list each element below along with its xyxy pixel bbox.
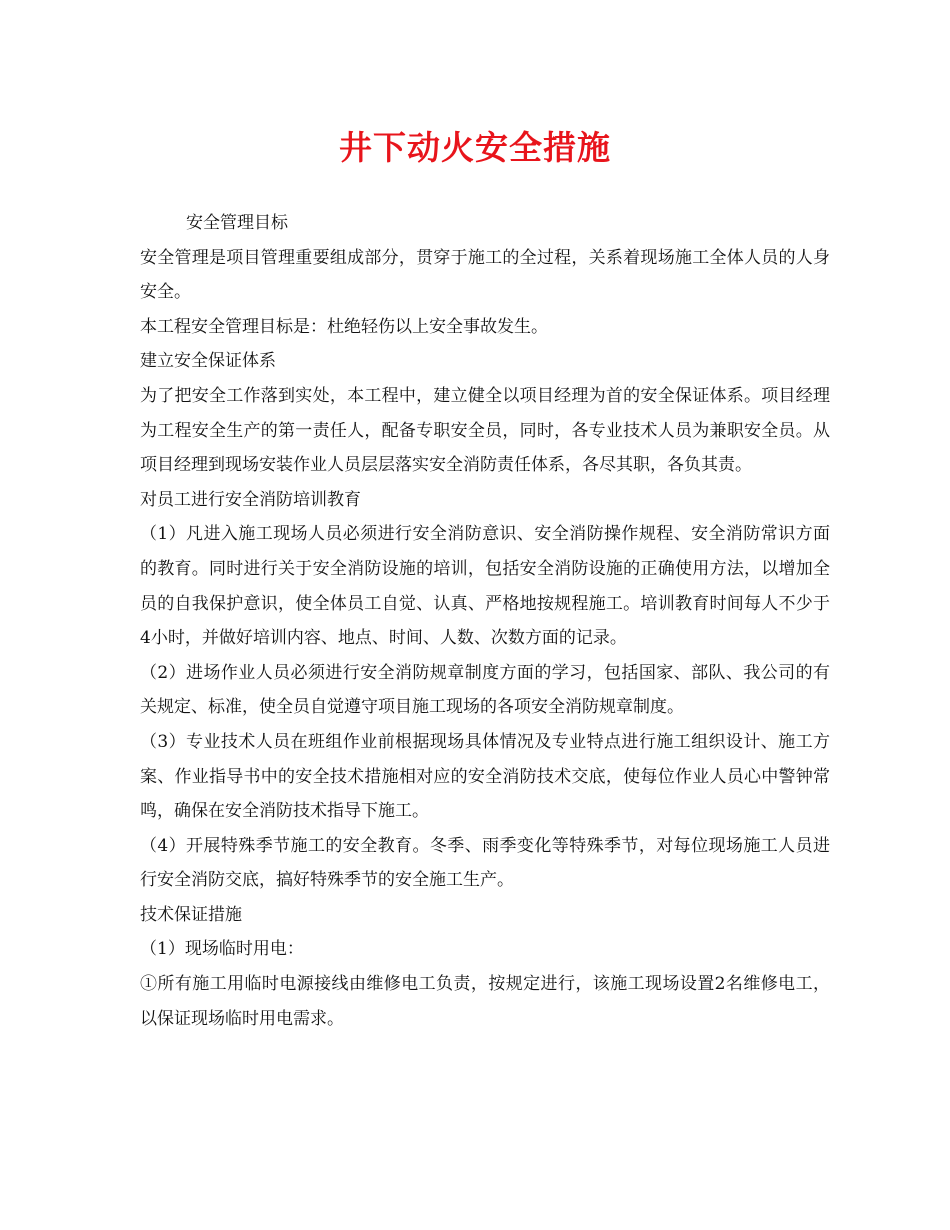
list-item: ①所有施工用临时电源接线由维修电工负责，按规定进行，该施工现场设置2名维修电工，以保证现场临时用电需求。	[140, 974, 830, 1029]
list-item: （4）开展特殊季节施工的安全教育。冬季、雨季变化等特殊季节，对每位现场施工人员进行安全消防交底，搞好特殊季节的安全施工生产。	[140, 835, 830, 891]
section-heading-training: 对员工进行安全消防培训教育	[140, 489, 361, 510]
list-item: （2）进场作业人员必须进行安全消防规章制度方面的学习，包括国家、部队、我公司的有关规定、标准，使全员自觉遵守项目施工现场的各项安全消防规章制度。	[140, 662, 830, 718]
paragraph: 本工程安全管理目标是：杜绝轻伤以上安全事故发生。	[140, 316, 548, 337]
list-item: （3）专业技术人员在班组作业前根据现场具体情况及专业特点进行施工组织设计、施工方案、作业指导书中的安全技术措施相对应的安全消防技术交底，使每位作业人员心中警钟常鸣，确保在安全消防技术指导下施工。	[140, 731, 830, 822]
section-heading-technical-measures: 技术保证措施	[140, 904, 242, 925]
list-item: （1）现场临时用电：	[140, 939, 304, 960]
section-heading-safety-goal: 安全管理目标	[186, 213, 288, 233]
section-heading-safety-system: 建立安全保证体系	[140, 351, 276, 372]
list-item: （1）凡进入施工现场人员必须进行安全消防意识、安全消防操作规程、安全消防常识方面的教育。同时进行关于安全消防设施的培训，包括安全消防设施的正确使用方法，以增加全员的自我保护意识，使全体员工自觉、认真、严格地按规程施工。培训教育时间每人不少于4小时，并做好培训内容、地点、时间、人数、次数方面的记录。	[140, 524, 830, 649]
document-title: 井下动火安全措施	[339, 128, 611, 167]
paragraph: 安全管理是项目管理重要组成部分，贯穿于施工的全过程，关系着现场施工全体人员的人身安全。	[140, 247, 830, 303]
document-body	[140, 206, 830, 1036]
paragraph: 为了把安全工作落到实处，本工程中，建立健全以项目经理为首的安全保证体系。项目经理为工程安全生产的第一责任人，配备专职安全员，同时，各专业技术人员为兼职安全员。从项目经理到现场安装作业人员层层落实安全消防责任体系，各尽其职，各负其责。	[140, 385, 830, 476]
